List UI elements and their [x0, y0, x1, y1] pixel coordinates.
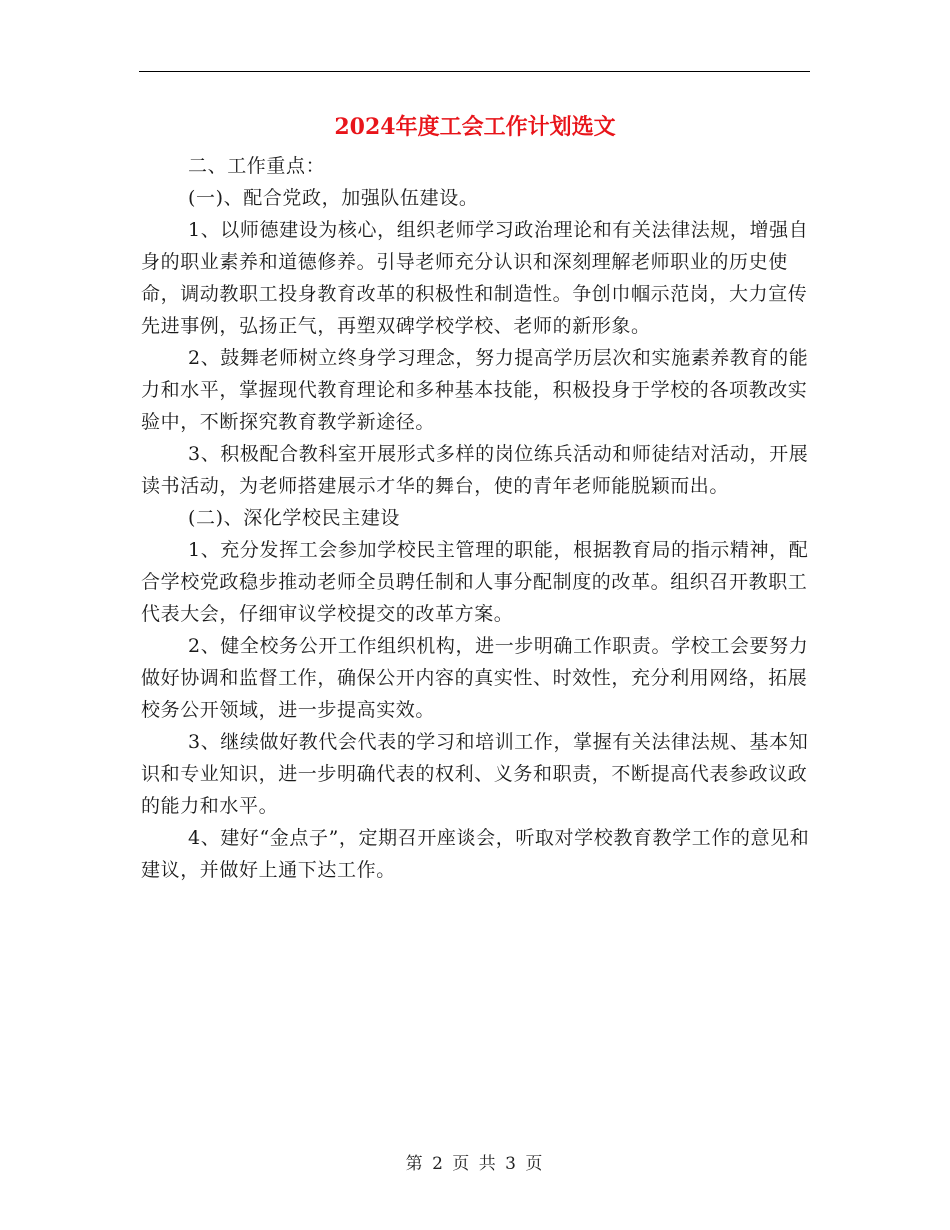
body-paragraph: 2、鼓舞老师树立终身学习理念，努力提高学历层次和实施素养教育的能力和水平，掌握现代教育理论和多种基本技能，积极投身于学校的各项教改实验中，不断探究教育教学新途径。 [141, 347, 809, 433]
subsection-heading: (二)、深化学校民主建设 [188, 507, 401, 529]
body-paragraph: 1、充分发挥工会参加学校民主管理的职能，根据教育局的指示精神，配合学校党政稳步推动老师全员聘任制和人事分配制度的改革。组织召开教职工代表大会，仔细审议学校提交的改革方案。 [141, 539, 809, 625]
section-heading: 二、工作重点： [188, 155, 326, 177]
document-title: 2024年度工会工作计划选文 [334, 114, 616, 140]
body-paragraph: 1、以师德建设为核心，组织老师学习政治理论和有关法律法规，增强自身的职业素养和道德修养。引导老师充分认识和深刻理解老师职业的历史使命，调动教职工投身教育改革的积极性和制造性。争创巾帼示范岗，大力宣传先进事例，弘扬正气，再塑双碑学校学校、老师的新形象。 [141, 219, 809, 337]
body-paragraph: 3、积极配合教科室开展形式多样的岗位练兵活动和师徒结对活动，开展读书活动，为老师搭建展示才华的舞台，使的青年老师能脱颖而出。 [141, 443, 809, 497]
document-body [141, 150, 817, 886]
body-paragraph: 2、健全校务公开工作组织机构，进一步明确工作职责。学校工会要努力做好协调和监督工作，确保公开内容的真实性、时效性，充分利用网络，拓展校务公开领域，进一步提高实效。 [141, 635, 809, 721]
body-paragraph: 3、继续做好教代会代表的学习和培训工作，掌握有关法律法规、基本知识和专业知识，进一步明确代表的权利、义务和职责，不断提高代表参政议政的能力和水平。 [141, 731, 809, 817]
page-number-footer: 第 2 页 共 3 页 [405, 1154, 545, 1174]
subsection-heading: (一)、配合党政，加强队伍建设。 [188, 187, 479, 209]
header-rule [139, 71, 810, 72]
body-paragraph: 4、建好“金点子”，定期召开座谈会，听取对学校教育教学工作的意见和建议，并做好上通下达工作。 [141, 827, 810, 881]
